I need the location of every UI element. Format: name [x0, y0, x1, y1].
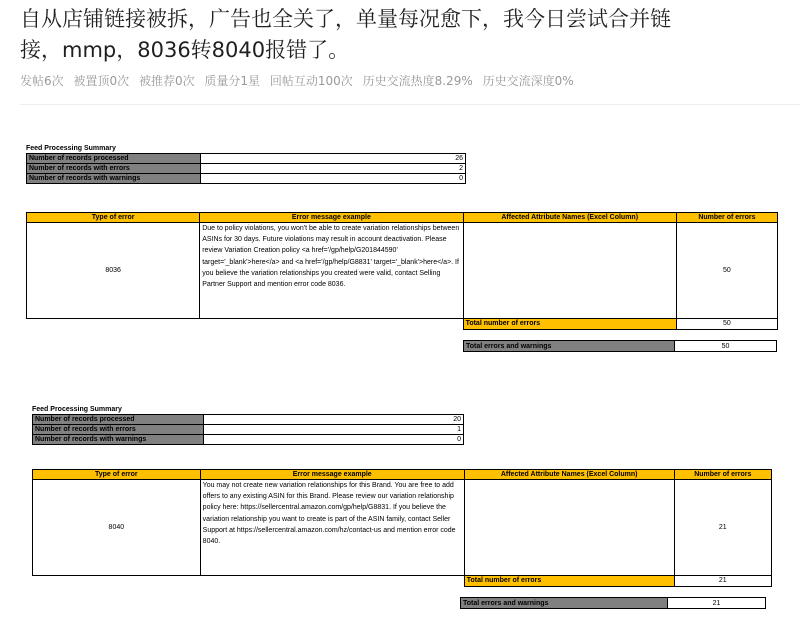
summary-label: Number of records with warnings: [27, 174, 201, 184]
header-message: Error message example: [200, 470, 464, 480]
affected-attributes: [464, 480, 674, 576]
error-table: [26, 212, 778, 330]
summary-row: [33, 415, 464, 425]
total-ew-label: Total errors and warnings: [461, 598, 668, 609]
header-attributes: Affected Attribute Names (Excel Column): [463, 213, 676, 223]
error-message: Due to policy violations, you won't be able to create variation relationships between ASINs for 30 days. Future violations may result in account deactivation. Please review Variation Creation policy <a href='/gp/help/G201844590' target='_blank'>here</a> and <a href='/gp/help/G8831' target='_blank'>here</a>. If you believe the variation relationships you created were valid, contact Selling Partner Support and mention error code 8036.: [200, 223, 463, 319]
summary-table: [32, 414, 464, 445]
total-errors-label: Total number of errors: [464, 576, 674, 587]
divider: [20, 104, 800, 105]
error-count: 50: [676, 223, 777, 319]
total-errors-value: 50: [676, 319, 777, 330]
total-ew-label: Total errors and warnings: [464, 341, 675, 352]
stat-posts: 发帖6次: [20, 74, 64, 88]
error-code: 8036: [27, 223, 200, 319]
error-table: [32, 469, 772, 587]
post-stats: [20, 72, 580, 89]
header-message: Error message example: [200, 213, 463, 223]
post-title: 自从店铺链接被拆，广告也全关了，单量每况愈下，我今日尝试合并链接，mmp，8036转8040报错了。: [20, 7, 671, 62]
summary-value: 0: [204, 435, 464, 445]
header-type: Type of error: [27, 213, 200, 223]
total-ew-row: [461, 598, 766, 609]
header-type: Type of error: [33, 470, 201, 480]
affected-attributes: [463, 223, 676, 319]
total-ew-table: [463, 340, 777, 352]
header-attributes: Affected Attribute Names (Excel Column): [464, 470, 674, 480]
summary-label: Number of records processed: [27, 154, 201, 164]
total-ew-table: [460, 597, 766, 609]
summary-row: [33, 425, 464, 435]
error-header-row: [27, 213, 778, 223]
error-header-row: [33, 470, 772, 480]
summary-row: [27, 174, 466, 184]
summary-value: 26: [201, 154, 466, 164]
error-row: [33, 480, 772, 576]
summary-row: [33, 435, 464, 445]
error-message: You may not create new variation relationships for this Brand. You are free to add offers to any existing ASIN for this Brand. Please review our variation relationship policy here: https://sellercentral.amazon.com/gp/help/G8831. If you believe the variation relationship you want to create is part of the ASIN family, contact Seller Support at https://sellercentral.amazon.com/hz/contact-us and mention error code 8040.: [200, 480, 464, 576]
summary-label: Number of records with errors: [33, 425, 204, 435]
report-image-2: [32, 406, 772, 609]
stat-recommended: 被推荐0次: [138, 74, 195, 88]
total-ew-value: 50: [675, 341, 777, 352]
header-count: Number of errors: [676, 213, 777, 223]
stat-replies: 回帖互动100次: [269, 74, 353, 88]
report-image-1: [26, 145, 778, 352]
summary-title: Feed Processing Summary: [32, 406, 122, 413]
header-count: Number of errors: [674, 470, 771, 480]
total-errors-value: 21: [674, 576, 771, 587]
total-errors-row: [33, 576, 772, 587]
summary-value: 20: [204, 415, 464, 425]
summary-row: [27, 164, 466, 174]
stat-pinned: 被置顶0次: [73, 74, 130, 88]
summary-value: 2: [201, 164, 466, 174]
summary-row: [27, 154, 466, 164]
stat-depth: 历史交流深度0%: [482, 74, 574, 88]
total-errors-label: Total number of errors: [463, 319, 676, 330]
stat-quality: 质量分1星: [204, 74, 261, 88]
total-errors-row: [27, 319, 778, 330]
error-row: [27, 223, 778, 319]
summary-label: Number of records processed: [33, 415, 204, 425]
total-ew-row: [464, 341, 777, 352]
summary-label: Number of records with warnings: [33, 435, 204, 445]
error-count: 21: [674, 480, 771, 576]
summary-table: [26, 153, 466, 184]
total-ew-value: 21: [668, 598, 766, 609]
summary-label: Number of records with errors: [27, 164, 201, 174]
summary-title: Feed Processing Summary: [26, 145, 116, 152]
summary-value: 1: [204, 425, 464, 435]
summary-value: 0: [201, 174, 466, 184]
stat-heat: 历史交流热度8.29%: [362, 74, 473, 88]
error-code: 8040: [33, 480, 201, 576]
